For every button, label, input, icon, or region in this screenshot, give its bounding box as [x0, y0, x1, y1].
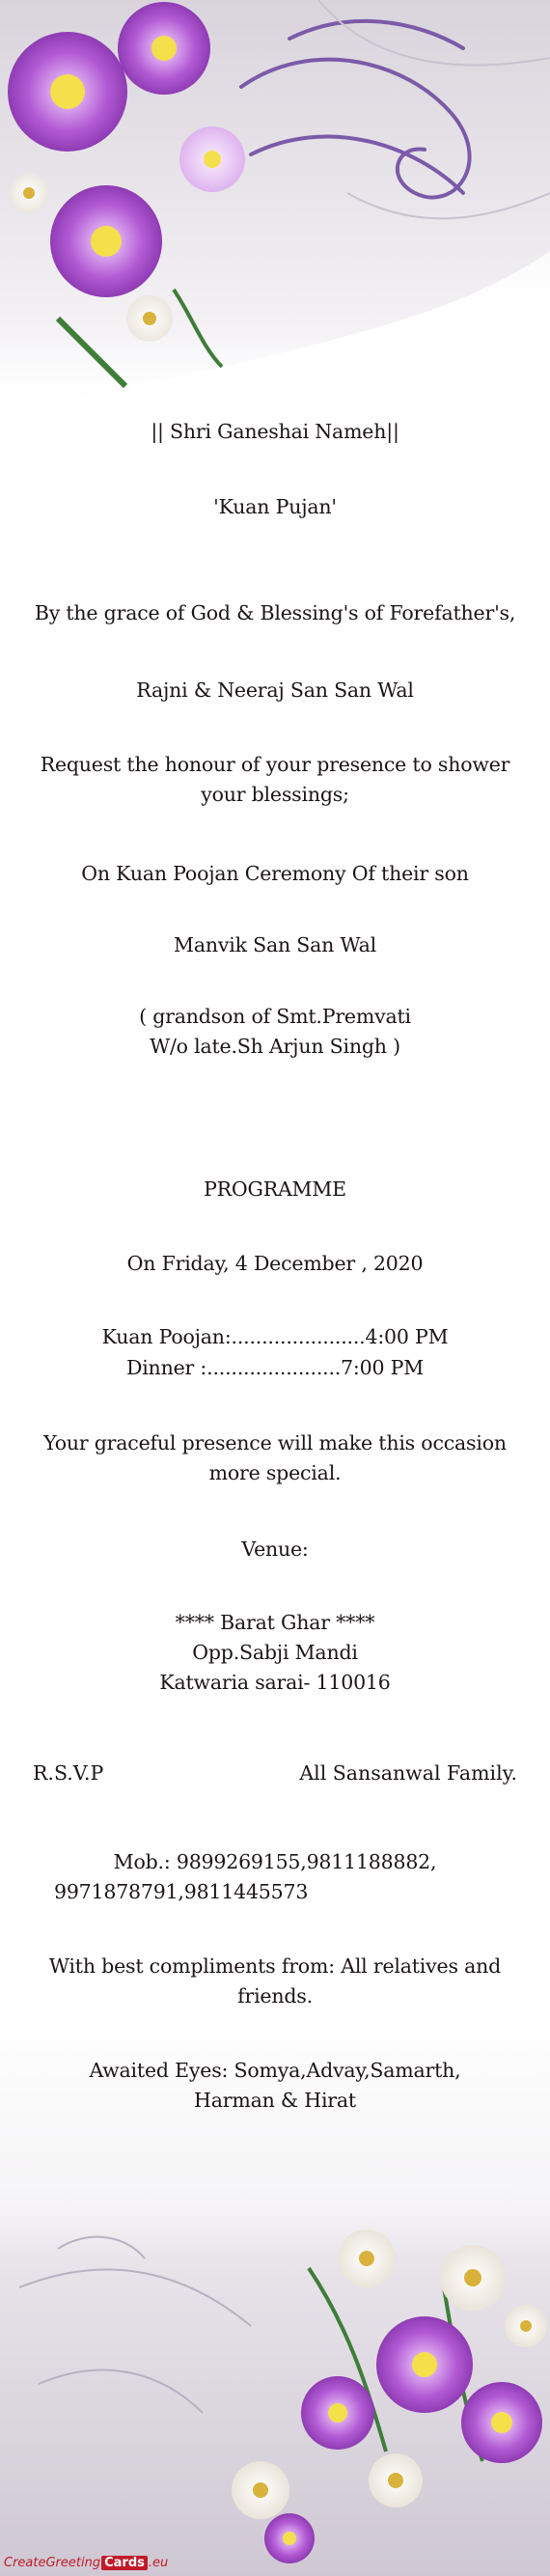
- venue-name: **** Barat Ghar ****: [175, 1611, 375, 1634]
- request-line: Request the honour of your presence to shower your blessings;: [40, 753, 510, 806]
- date-line: On Friday, 4 December , 2020: [126, 1252, 424, 1275]
- child-name: Manvik San San Wal: [174, 933, 376, 956]
- occasion-line: On Kuan Poojan Ceremony Of their son: [81, 862, 469, 885]
- salutation: || Shri Ganeshai Nameh||: [151, 420, 399, 443]
- programme-heading: PROGRAMME: [204, 1177, 346, 1201]
- event-title: 'Kuan Pujan': [213, 495, 337, 518]
- rsvp-label: R.S.V.P: [33, 1761, 104, 1785]
- presence-line: Your graceful presence will make this occasion more special.: [43, 1431, 507, 1484]
- mobile-line-2: 9971878791,9811445573: [54, 1880, 309, 1903]
- site-logo: CreateGreeting Cards .eu: [4, 2556, 169, 2570]
- top-flower-decoration: [0, 0, 550, 415]
- schedule-kuan-poojan: Kuan Poojan:......................4:00 PM: [101, 1325, 449, 1348]
- venue-address-2: Katwaria sarai- 110016: [159, 1671, 391, 1694]
- rsvp-row: [0, 1759, 550, 1788]
- grandson-line-2: W/o late.Sh Arjun Singh ): [150, 1035, 400, 1058]
- mobile-line-1: Mob.: 9899269155,9811188882,: [113, 1850, 437, 1873]
- grandson-line-1: ( grandson of Smt.Premvati: [139, 1005, 411, 1028]
- family-signature: All Sansanwal Family.: [299, 1761, 517, 1785]
- card-icon: Cards: [101, 2556, 148, 2570]
- compliments-line: With best compliments from: All relatives and friends.: [48, 1954, 502, 2008]
- awaited-line-1: Awaited Eyes: Somya,Advay,Samarth,: [89, 2059, 461, 2082]
- grace-line: By the grace of God & Blessing's of Forefather's,: [34, 601, 516, 624]
- venue-address-1: Opp.Sabji Mandi: [192, 1641, 358, 1664]
- hosts: Rajni & Neeraj San San Wal: [136, 679, 414, 702]
- schedule-dinner: Dinner :......................7:00 PM: [125, 1356, 425, 1379]
- venue-label: Venue:: [241, 1537, 309, 1561]
- purple-flower-1: [8, 32, 127, 152]
- bottom-flower-decoration: [0, 2133, 550, 2576]
- awaited-line-2: Harman & Hirat: [194, 2089, 356, 2112]
